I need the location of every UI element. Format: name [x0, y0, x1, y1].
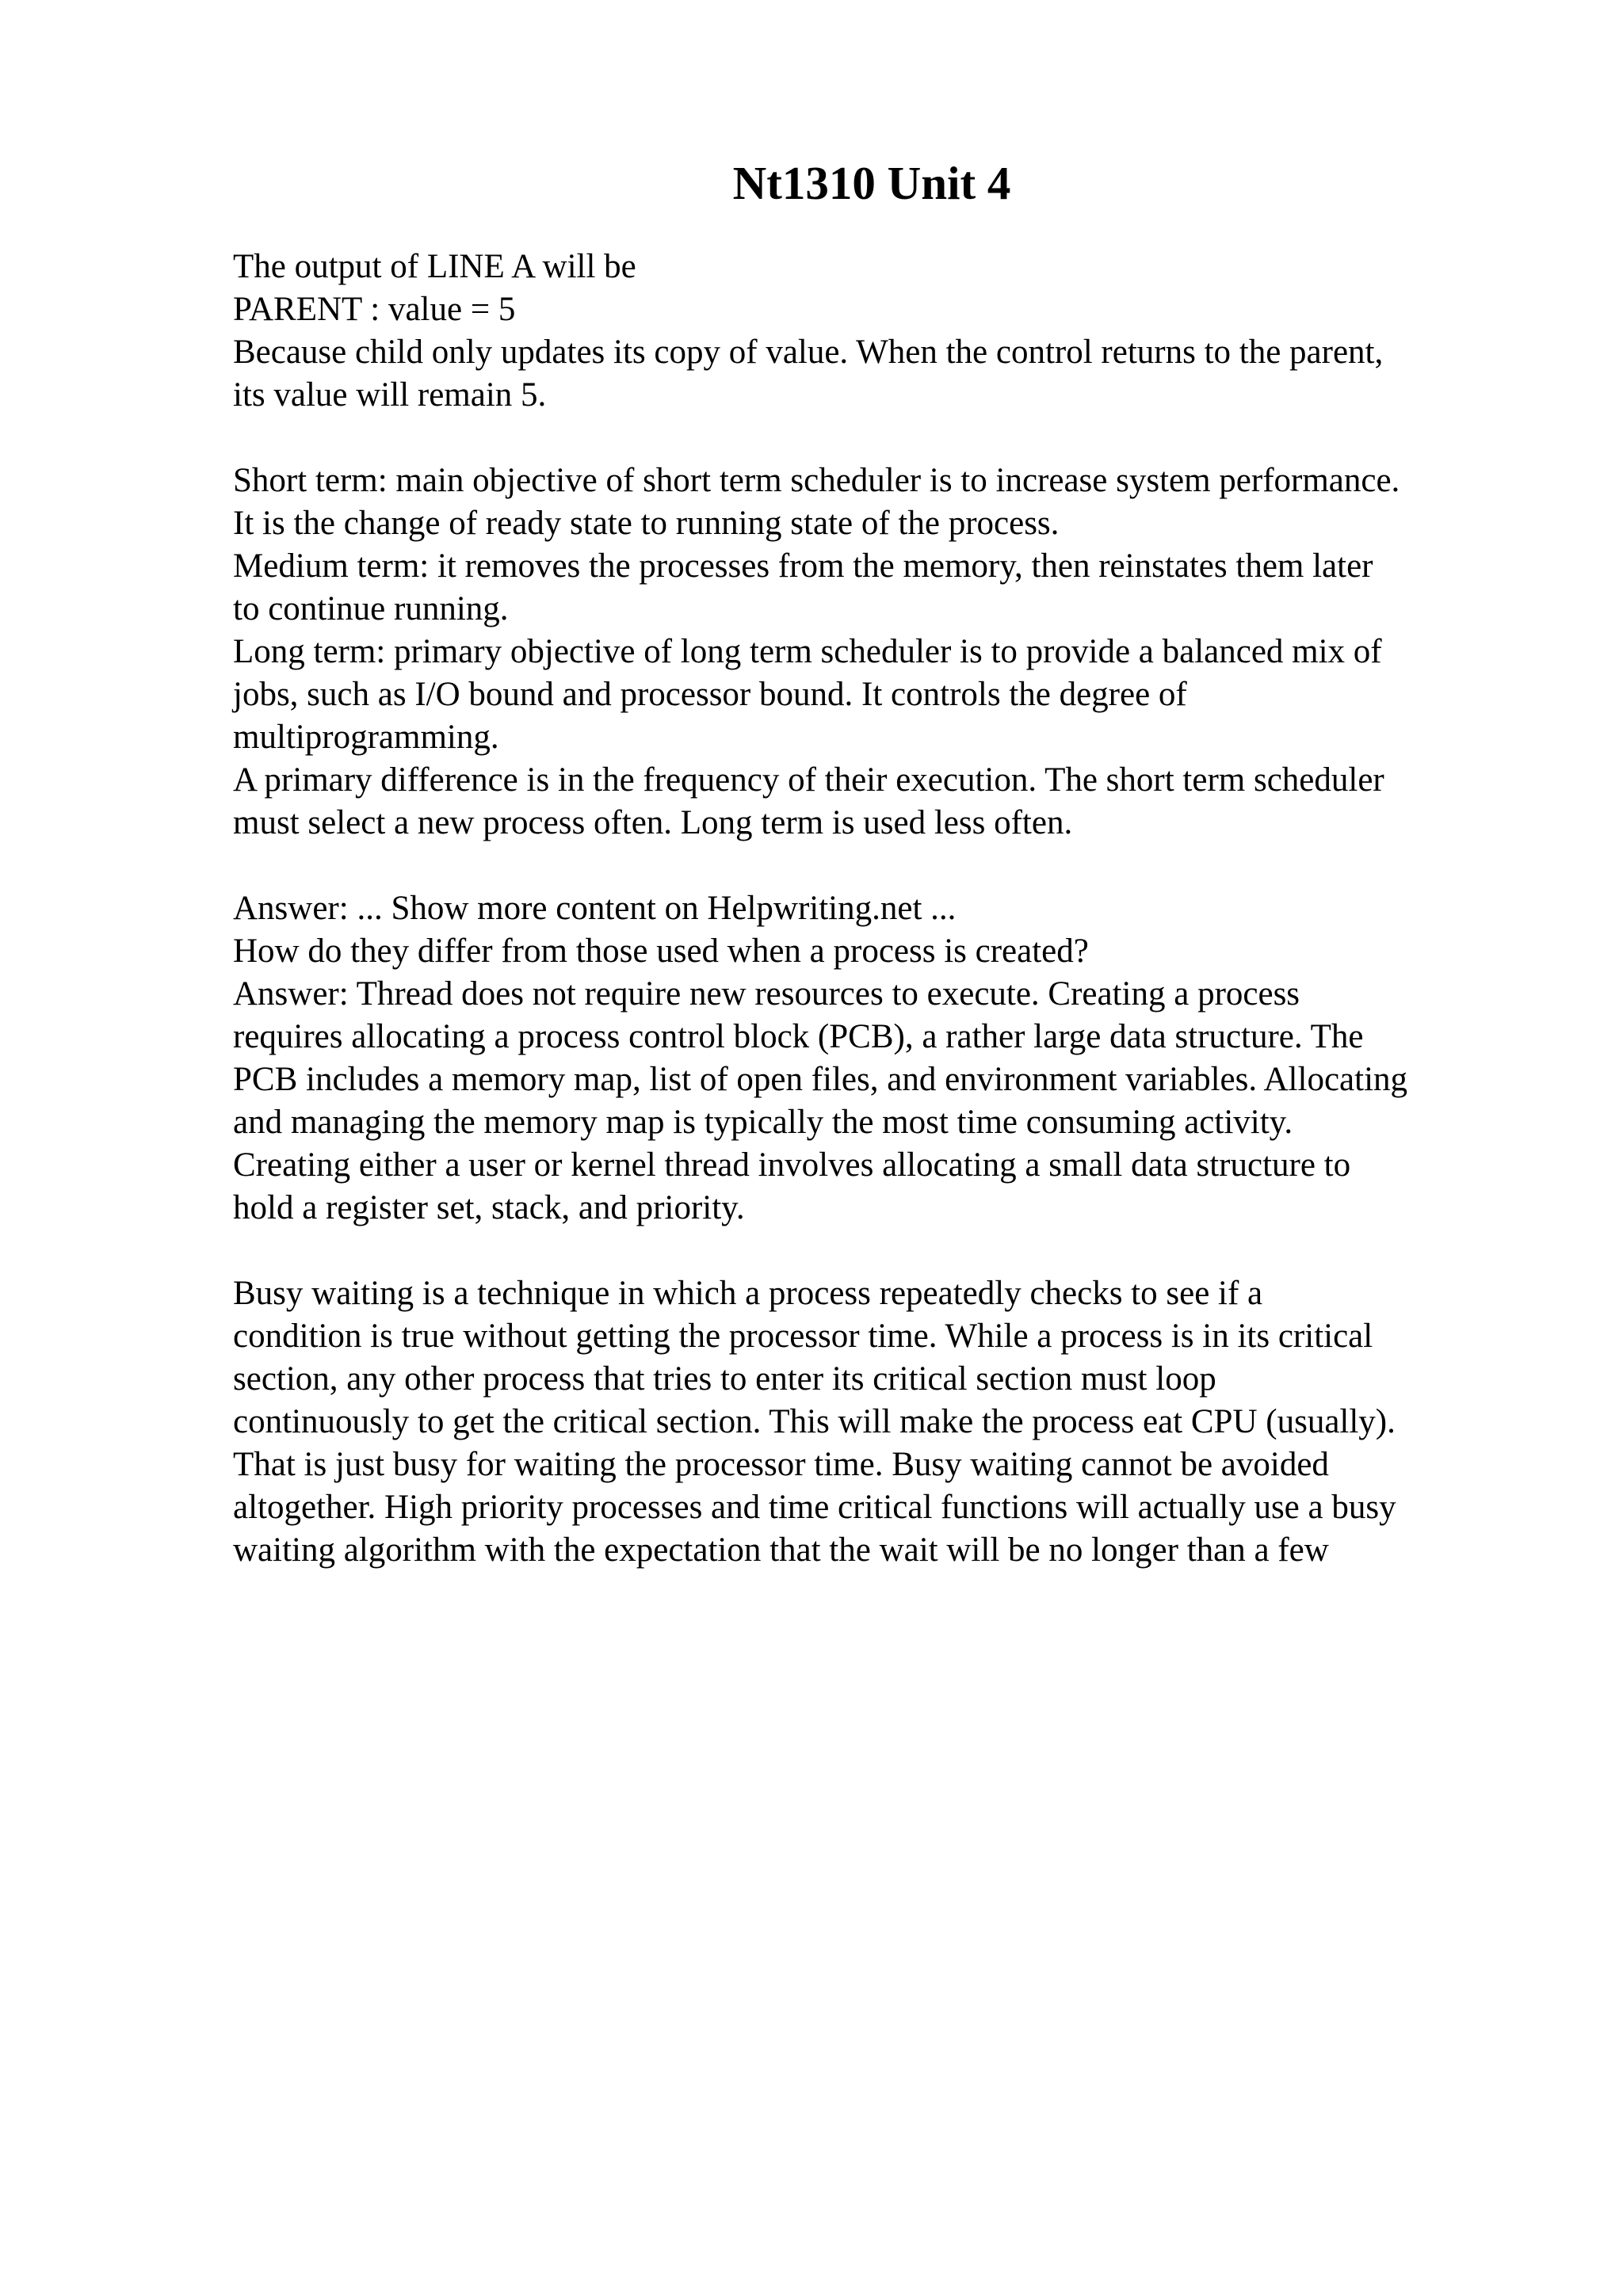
text-line: condition is true without getting the processor time. While a process is in its critical	[233, 1318, 1373, 1355]
text-line: jobs, such as I/O bound and processor bound. It controls the degree of	[233, 676, 1187, 713]
text-line: its value will remain 5.	[233, 376, 547, 414]
paragraph-line-a-output	[233, 246, 1533, 417]
text-line: Because child only updates its copy of value. When the control returns to the parent,	[233, 334, 1384, 371]
text-line: The output of LINE A will be	[233, 248, 636, 285]
text-line: altogether. High priority processes and time critical functions will actually use a busy	[233, 1489, 1396, 1526]
text-line: section, any other process that tries to enter its critical section must loop	[233, 1360, 1216, 1398]
page-title: Nt1310 Unit 4	[732, 157, 1011, 209]
text-line: Short term: main objective of short term scheduler is to increase system performance.	[233, 462, 1400, 499]
text-line: must select a new process often. Long term is used less often.	[233, 804, 1073, 841]
text-line: Long term: primary objective of long term scheduler is to provide a balanced mix of	[233, 633, 1382, 670]
paragraph-busy-waiting	[233, 1272, 1533, 1572]
text-line: and managing the memory map is typically the most time consuming activity.	[233, 1104, 1293, 1141]
text-line: Answer: ... Show more content on Helpwriting.net ...	[233, 890, 957, 927]
text-line: hold a register set, stack, and priority.	[233, 1189, 745, 1226]
text-line: PARENT : value = 5	[233, 291, 516, 328]
paragraph-schedulers	[233, 460, 1533, 845]
text-line: Busy waiting is a technique in which a process repeatedly checks to see if a	[233, 1275, 1263, 1312]
text-line: Medium term: it removes the processes from the memory, then reinstates them later	[233, 547, 1373, 585]
text-line: multiprogramming.	[233, 719, 499, 756]
text-line: requires allocating a process control block (PCB), a rather large data structure. The	[233, 1018, 1364, 1055]
text-line: How do they differ from those used when a process is created?	[233, 933, 1089, 970]
text-line: That is just busy for waiting the processor time. Busy waiting cannot be avoided	[233, 1446, 1329, 1483]
paragraph-threads	[233, 887, 1533, 1230]
text-line: Answer: Thread does not require new resources to execute. Creating a process	[233, 975, 1300, 1013]
text-line: A primary difference is in the frequency of their execution. The short term scheduler	[233, 761, 1384, 799]
text-line: PCB includes a memory map, list of open files, and environment variables. Allocating	[233, 1061, 1408, 1098]
text-line: continuously to get the critical section. This will make the process eat CPU (usually).	[233, 1403, 1396, 1440]
text-line: It is the change of ready state to running state of the process.	[233, 505, 1060, 542]
document-body	[233, 246, 1533, 1615]
text-line: Creating either a user or kernel thread involves allocating a small data structure to	[233, 1146, 1351, 1184]
text-line: waiting algorithm with the expectation that the wait will be no longer than a few	[233, 1531, 1329, 1569]
text-line: to continue running.	[233, 590, 509, 627]
